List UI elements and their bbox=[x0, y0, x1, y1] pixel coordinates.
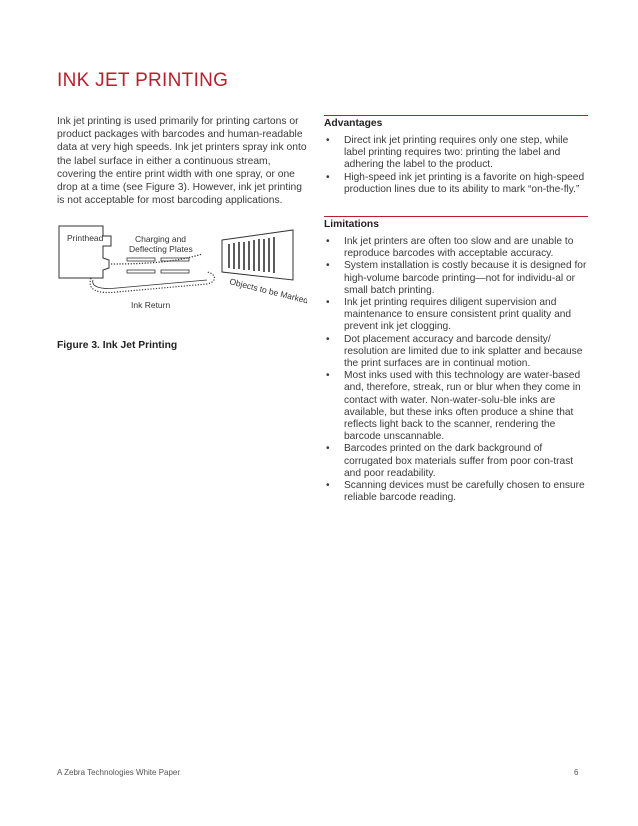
bullet: • bbox=[326, 297, 330, 309]
bullet: • bbox=[326, 370, 330, 382]
list-item: • Ink jet printers are often too slow and are unable to reproduce barcodes with acceptable accuracy. bbox=[326, 236, 574, 260]
limitations-list bbox=[324, 236, 588, 504]
plate-top-right bbox=[161, 258, 189, 261]
list-item: • Most inks used with this technology are water-based and, therefore, streak, run or blur when they come in contact with water. Non-water-solu-ble inks are available, but these inks often produce a shine that reflects light back to the scanner, rendering the barcode unscannable. bbox=[326, 370, 581, 443]
bullet: • bbox=[326, 333, 330, 345]
objects-label: Objects to be Marked bbox=[228, 276, 307, 306]
object-surface bbox=[222, 230, 293, 280]
list-item: • Barcodes printed on the dark background of corrugated box materials suffer from poor con-trast and poor readability. bbox=[326, 443, 574, 479]
bullet: • bbox=[326, 260, 330, 272]
ink-return-label: Ink Return bbox=[131, 300, 171, 310]
ink-return-path bbox=[90, 272, 214, 292]
plates-label-line1: Charging and bbox=[135, 234, 187, 244]
intro-paragraph: Ink jet printing is used primarily for printing cartons or product packages with barcodes and human-readable data at very high speeds. Ink jet printers spray ink onto the label surface in either a continuous stream, covering the entire print width with one spray, or one drop at a time (see Figure 3). However, ink jet printing is not acceptable for most barcoding applications. bbox=[57, 116, 307, 207]
right-column bbox=[324, 115, 588, 504]
left-column bbox=[57, 115, 307, 207]
page-title: INK JET PRINTING bbox=[57, 70, 229, 91]
plate-bottom-right bbox=[161, 270, 189, 273]
plate-bottom-left bbox=[127, 270, 155, 273]
page-number: 6 bbox=[574, 768, 579, 777]
bullet: • bbox=[326, 443, 330, 455]
list-item: • Scanning devices must be carefully chosen to ensure reliable barcode reading. bbox=[326, 480, 585, 504]
plate-top-left bbox=[127, 258, 155, 261]
bullet: • bbox=[326, 236, 330, 248]
list-item: • Ink jet printing requires diligent supervision and maintenance to ensure consistent print quality and prevent ink jet clogging. bbox=[326, 297, 572, 333]
list-item: • Dot placement accuracy and barcode density/ resolution are limited due to ink splatter and because the print surfaces are in continual motion. bbox=[326, 333, 583, 370]
list-item: • Direct ink jet printing requires only one step, while label printing requires two: printing the label and adhering the label to the product. bbox=[326, 135, 569, 171]
printhead-label: Printhead bbox=[67, 233, 104, 243]
advantages-heading: Advantages bbox=[324, 118, 383, 129]
ink-return-tube bbox=[93, 280, 207, 289]
plates-label-line2: Deflecting Plates bbox=[129, 244, 193, 254]
bullet: • bbox=[326, 171, 330, 183]
bullet: • bbox=[326, 480, 330, 492]
figure-ink-jet-printing bbox=[57, 224, 307, 314]
ink-jet-diagram bbox=[57, 224, 307, 314]
advantages-list bbox=[324, 135, 588, 196]
limitations-heading: Limitations bbox=[324, 219, 379, 231]
list-item: • High-speed ink jet printing is a favorite on high-speed production lines due to its ability to mark “on-the-fly.” bbox=[326, 171, 585, 195]
footer-publisher: A Zebra Technologies White Paper bbox=[57, 768, 181, 777]
bullet: • bbox=[326, 135, 330, 146]
figure-caption: Figure 3. Ink Jet Printing bbox=[57, 340, 178, 351]
list-item: • System installation is costly because it is designed for high-volume barcode printing—not for individu-al or small batch printing. bbox=[326, 260, 587, 296]
